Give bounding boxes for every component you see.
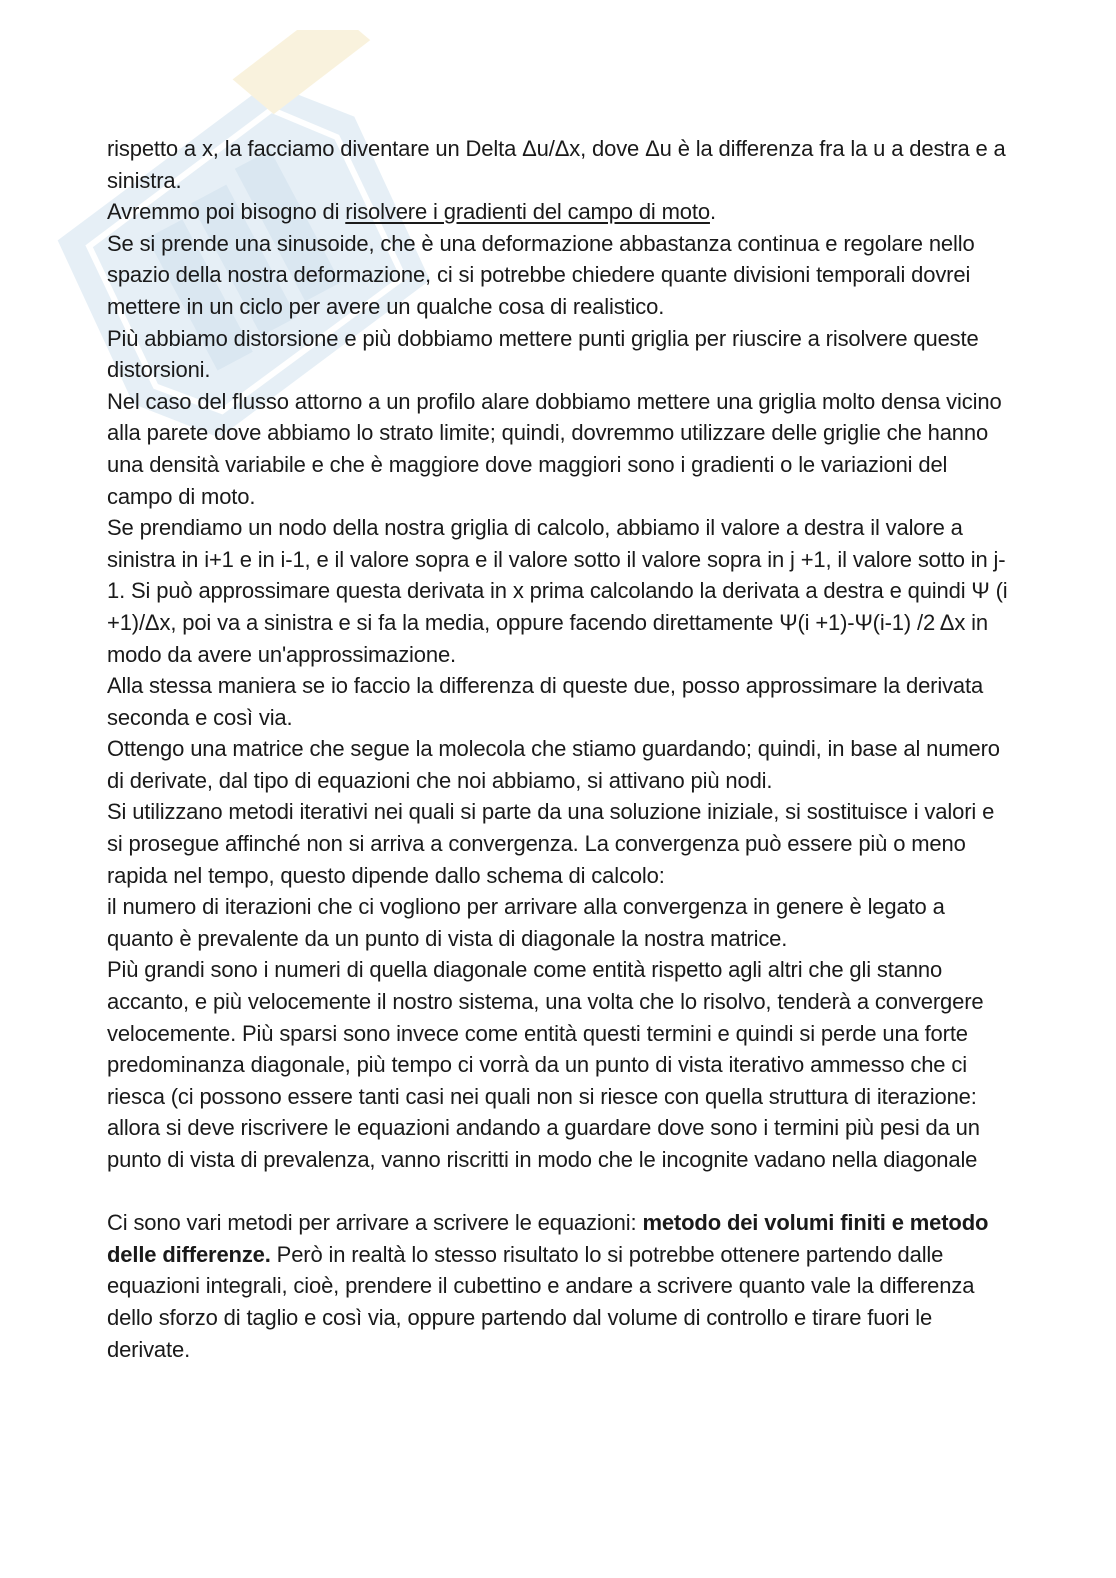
paragraph-10: il numero di iterazioni che ci vogliono per arrivare alla convergenza in genere è legato a quanto è prevalente da un punto di vista di diagonale la nostra matrice.: [107, 894, 945, 951]
paragraph-12: [107, 1207, 1012, 1365]
paragraph-12-lead: Ci sono vari metodi per arrivare a scrivere le equazioni:: [107, 1210, 643, 1236]
paragraph-2: [107, 196, 1012, 228]
paragraph-4: Più abbiamo distorsione e più dobbiamo mettere punti griglia per riuscire a risolvere queste distorsioni.: [107, 325, 979, 383]
document-body: [107, 133, 1012, 1365]
paragraph-3: Se si prende una sinusoide, che è una deformazione abbastanza continua e regolare nello spazio della nostra deformazione, ci si potrebbe chiedere quante divisioni temporali dovrei mettere in un ciclo per avere un qualche cosa di realistico.: [107, 230, 975, 319]
paragraph-8: Ottengo una matrice che segue la molecola che stiamo guardando; quindi, in base al numero di derivate, dal tipo di equazioni che noi abbiamo, si attivano più nodi.: [107, 736, 1000, 793]
paragraph-2-lead: Avremmo poi bisogno di: [107, 199, 346, 225]
paragraph-1: rispetto a x, la facciamo diventare un Delta Δu/Δx, dove Δu è la differenza fra la u a destra e a sinistra.: [107, 136, 1006, 193]
bold-phrase: metodo dei volumi finiti e metodo delle differenze.: [107, 1210, 989, 1267]
paragraph-6: Se prendiamo un nodo della nostra griglia di calcolo, abbiamo il valore a destra il valore a sinistra in i+1 e in i-1, e il valore sopra e il valore sotto il valore sopra in j +1, il valore sotto in j-1. Si può approssimare questa derivata in x prima calcolando la derivata a destra e quindi Ψ (i +1)/Δx, poi va a sinistra e si fa la media, oppure facendo direttamente Ψ(i +1)-Ψ(i-1) /2 Δx in modo da avere un'approssimazione.: [107, 515, 1008, 667]
paragraph-9: Si utilizzano metodi iterativi nei quali si parte da una soluzione iniziale, si sostituisce i valori e si prosegue affinché non si arriva a convergenza. La convergenza può essere più o meno rapida nel tempo, questo dipende dallo schema di calcolo:: [107, 799, 995, 888]
paragraph-7: Alla stessa maniera se io faccio la differenza di queste due, posso approssimare la derivata seconda e così via.: [107, 673, 984, 730]
paragraph-spacer: [107, 1176, 1012, 1208]
paragraph-11: Più grandi sono i numeri di quella diagonale come entità rispetto agli altri che gli stanno accanto, e più velocemente il nostro sistema, una volta che lo risolvo, tenderà a convergere velocemente. Più sparsi sono invece come entità questi termini e quindi si perde una forte predominanza diagonale, più tempo ci vorrà da un punto di vista iterativo ammesso che ci riesca (ci possono essere tanti casi nei quali non si riesce con quella struttura di iterazione: allora si deve riscrivere le equazioni andando a guardare dove sono i termini più pesi da un punto di vista di prevalenza, vanno riscritti in modo che le incognite vadano nella diagonale: [107, 957, 984, 1172]
paragraph-5: Nel caso del flusso attorno a un profilo alare dobbiamo mettere una griglia molto densa vicino alla parete dove abbiamo lo strato limite; quindi, dovremmo utilizzare delle griglie che hanno una densità variabile e che è maggiore dove maggiori sono i gradienti o le variazioni del campo di moto.: [107, 388, 1002, 509]
paragraph-2-end: .: [709, 199, 716, 225]
underlined-phrase: risolvere i gradienti del campo di moto: [345, 199, 710, 225]
paragraph-12-end: Però in realtà lo stesso risultato lo si potrebbe ottenere partendo dalle equazioni integrali, cioè, prendere il cubettino e andare a scrivere quanto vale la differenza dello sforzo di taglio e così via, oppure partendo dal volume di controllo e tirare fuori le derivate.: [107, 1241, 975, 1362]
